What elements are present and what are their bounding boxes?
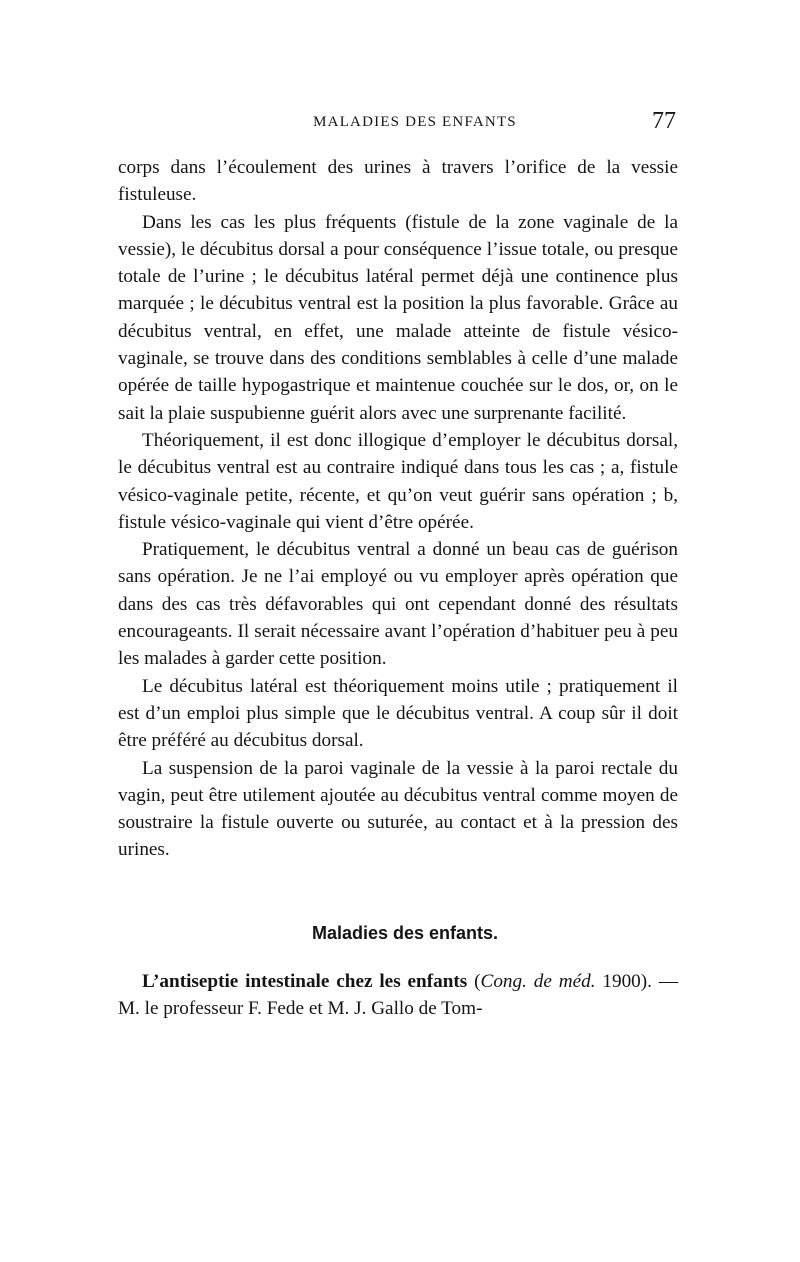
paragraph-suspension: La suspension de la paroi vaginale de la vessie à la paroi rectale du vagin, peut être utilement ajoutée au décubitus ventral comme moyen de soustraire la fistule ouverte ou suturée, au contact et à la pression des urines. <box>118 757 678 861</box>
paragraph-continuation: corps dans l’écoulement des urines à travers l’orifice de la vessie fistuleuse. <box>118 157 678 206</box>
running-title: MALADIES DES ENFANTS <box>313 114 517 130</box>
running-head <box>118 108 678 142</box>
article-source: Cong. de méd. <box>480 970 596 992</box>
page-number: 77 <box>652 108 676 134</box>
paragraph-practice: Pratiquement, le décubitus ventral a donné un beau cas de guérison sans opération. Je ne l’ai employé ou vu employer après opération que dans des cas très défavorables qui ont cependant donné des résultats encourageants. Il serait nécessaire avant l’opération d’habituer peu à peu les malades à garder cette position. <box>118 539 678 670</box>
article-source-open: ( <box>467 970 481 992</box>
section-heading: Maladies des enfants. <box>311 922 499 943</box>
paragraph-lateral: Le décubitus latéral est théoriquement moins utile ; pratiquement il est d’un emploi plus simple que le décubitus ventral. A coup sûr il doit être préféré au décubitus dorsal. <box>118 675 678 752</box>
paragraph-theory: Théoriquement, il est donc illogique d’employer le décubitus dorsal, le décubitus ventral est au contraire indiqué dans tous les cas ; a, fistule vésico-vaginale petite, récente, et qu’on veut guérir sans opération ; b, fistule vésico-vaginale qui vient d’être opérée. <box>118 429 678 533</box>
article-title: L’antiseptie intestinale chez les enfants <box>142 970 468 992</box>
book-page <box>118 108 678 1022</box>
article-text: 1900). — M. le professeur F. Fede et M. J. Gallo de Tom- <box>118 970 679 1020</box>
article-entry <box>118 968 678 1023</box>
paragraph-decubitus-cases: Dans les cas les plus fréquents (fistule de la zone vaginale de la vessie), le décubitus dorsal a pour conséquence l’issue totale, ou presque totale de l’urine ; le décubitus latéral permet déjà une continence plus marquée ; le décubitus ventral est la position la plus favorable. Grâce au décubitus ventral, en effet, une malade atteinte de fistule vésico-vaginale, se trouve dans des conditions semblables à celle d’une malade opérée de taille hypogastrique et maintenue couchée sur le dos, or, on le sait la plaie suspubienne guérit alors avec une surprenante facilité. <box>118 211 678 424</box>
